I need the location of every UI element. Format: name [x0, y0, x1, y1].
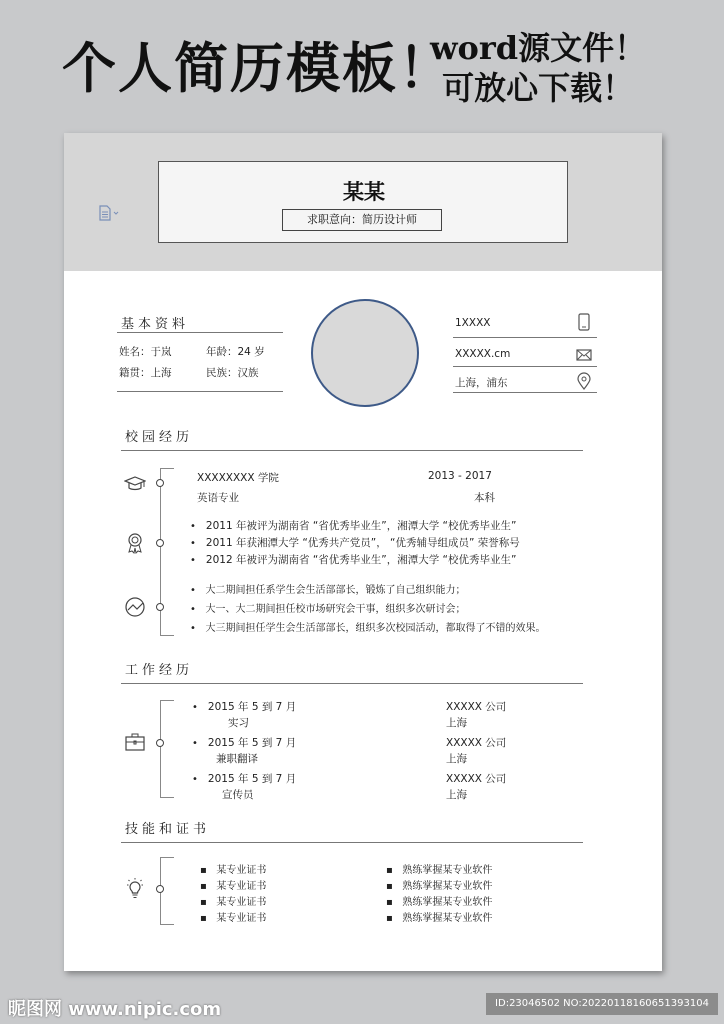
award-icon: [124, 532, 146, 554]
timeline-node: [156, 885, 164, 893]
candidate-name: 某某: [343, 180, 385, 204]
list-item: ▪ 熟练掌握某专业软件: [386, 881, 493, 892]
major: 英语专业: [197, 492, 239, 504]
location-icon: [576, 372, 592, 390]
job-list: [192, 699, 592, 807]
software-list: [386, 861, 492, 925]
document-icon[interactable]: [98, 205, 118, 221]
watermark: 昵图网 www.nipic.com: [8, 999, 222, 1020]
list-item: • 大一、大二期间担任校市场研究会干事，组织多次研讨会；: [190, 604, 466, 615]
phone-icon: [576, 313, 592, 331]
list-item: ▪ 某专业证书: [200, 865, 267, 876]
briefcase-icon: [124, 731, 146, 753]
timeline-line: [160, 700, 161, 798]
timeline-cap: [160, 635, 174, 636]
timeline-node: [156, 603, 164, 611]
target-icon: [124, 596, 146, 618]
timeline-cap: [160, 700, 174, 701]
graduation-cap-icon: [124, 473, 146, 495]
mail-icon: [576, 347, 592, 361]
skills-title: 技能和证书: [125, 822, 211, 837]
origin-field: 籍贯：上海: [119, 367, 172, 379]
avatar: [311, 299, 419, 407]
list-item: ▪ 熟练掌握某专业软件: [386, 897, 493, 908]
divider: [121, 450, 583, 451]
banner-subtitle-line1: word源文件！: [430, 29, 647, 67]
name-box: [158, 161, 568, 243]
divider: [121, 683, 583, 684]
phone-value: 1XXXX: [455, 317, 491, 329]
honors-list: [190, 518, 520, 569]
list-item: • 2015 年 5 到 7 月 实习 XXXXX 公司 上海: [192, 701, 507, 729]
list-item: ▪ 熟练掌握某专业软件: [386, 913, 493, 924]
list-item: ▪ 某专业证书: [200, 913, 267, 924]
timeline-cap: [160, 468, 174, 469]
campus-title: 校园经历: [125, 430, 194, 445]
divider: [121, 842, 583, 843]
banner-subtitle-line2: 可放心下载！: [442, 69, 635, 107]
timeline-cap: [160, 857, 174, 858]
list-item: • 2011 年被评为湖南省 “省优秀毕业生”，湘潭大学 “校优秀毕业生”: [190, 520, 517, 532]
resume-page: [64, 133, 662, 971]
name-field: 姓名：于岚: [119, 346, 172, 358]
list-item: • 大二期间担任系学生会生活部部长，锻炼了自己组织能力；: [190, 585, 466, 596]
timeline-node: [156, 539, 164, 547]
list-item: • 大三期间担任学生会生活部部长，组织多次校园活动，都取得了不错的效果。: [190, 623, 546, 634]
resume-header: [64, 133, 662, 271]
email-value: XXXXX.cm: [455, 348, 511, 360]
activities-list: [190, 581, 545, 638]
timeline-cap: [160, 797, 174, 798]
banner-subtitle: [430, 28, 646, 108]
timeline-node: [156, 479, 164, 487]
address-value: 上海，浦东: [455, 377, 508, 389]
timeline-node: [156, 739, 164, 747]
divider: [453, 392, 597, 393]
divider: [117, 332, 283, 333]
divider: [453, 366, 597, 367]
list-item: ▪ 某专业证书: [200, 897, 267, 908]
timeline-cap: [160, 924, 174, 925]
lightbulb-icon: [124, 877, 146, 899]
divider: [117, 391, 283, 392]
list-item: • 2015 年 5 到 7 月 兼职翻译 XXXXX 公司 上海: [192, 737, 507, 765]
school-name: XXXXXXXX 学院: [197, 472, 279, 484]
ethnicity-field: 民族：汉族: [206, 367, 259, 379]
list-item: ▪ 某专业证书: [200, 881, 267, 892]
banner-title: 个人简历模板！: [62, 36, 454, 100]
job-intent: 求职意向：简历设计师: [282, 209, 442, 231]
list-item: • 2011 年获湘潭大学 “优秀共产党员”， “优秀辅导组成员” 荣誉称号: [190, 537, 520, 549]
basic-info-title: 基本资料: [121, 317, 190, 332]
image-id: ID:23046502 NO:20220118160651393104: [486, 993, 718, 1015]
list-item: • 2015 年 5 到 7 月 宣传员 XXXXX 公司 上海: [192, 773, 507, 801]
work-title: 工作经历: [125, 663, 194, 678]
age-field: 年龄：24 岁: [206, 346, 265, 358]
cert-list: [200, 861, 266, 925]
divider: [453, 337, 597, 338]
list-item: • 2012 年被评为湖南省 “省优秀毕业生”，湘潭大学 “校优秀毕业生”: [190, 554, 517, 566]
study-period: 2013 - 2017: [428, 470, 492, 482]
list-item: ▪ 熟练掌握某专业软件: [386, 865, 493, 876]
degree: 本科: [474, 492, 495, 504]
